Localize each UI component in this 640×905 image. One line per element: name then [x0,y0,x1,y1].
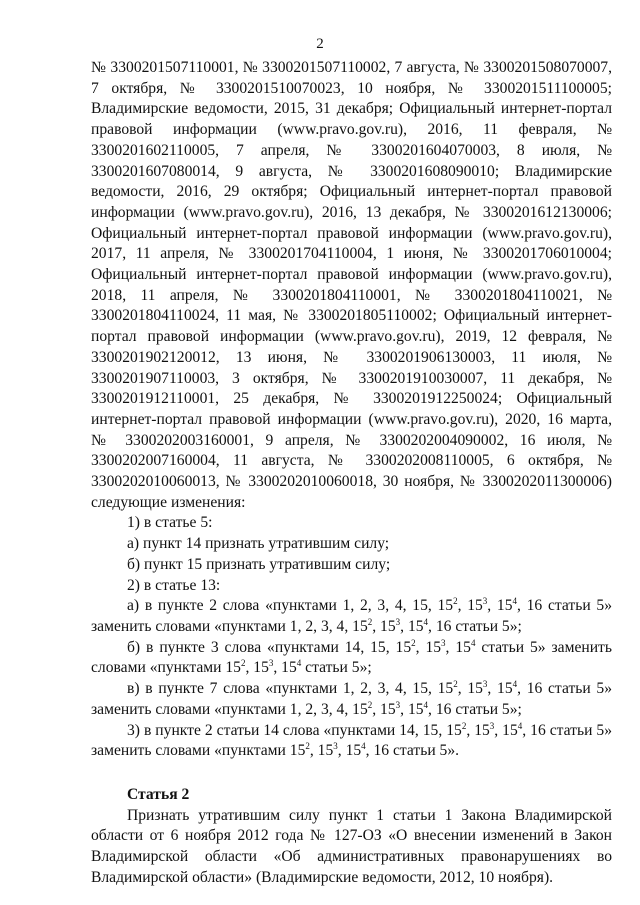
item-1b: б) пункт 15 признать утратившим силу; [127,555,391,573]
item-1: 1) в статье 5: [127,514,213,532]
article-2-heading: Статья 2 [127,785,190,803]
item-1a: а) пункт 14 признать утратившим силу; [127,535,390,553]
article-2-text: Признать утратившим силу пункт 1 статьи 1 Закона Владимирской области от 6 ноября 2012 года № 127-ОЗ «О внесении изменений в Закон Владимирской области «Об административных правонарушениях во Владимирской области» (Владимирские ведомости, 2012, 10 ноября). [91,806,612,886]
item-2: 2) в статье 13: [127,576,221,594]
document-body [91,58,612,888]
item-2c: в) в пункте 7 слова «пунктами 1, 2, 3, 4, 15, $15^2$, $15^3$, $15^4$, 16 статьи 5» заменить словами «пунктами 1, 2, 3, 4, $15^2$, $15^3$, $15^4$, 16 статьи 5»; [91,679,613,718]
amendment-intro-paragraph: № 3300201507110001, № 3300201507110002, 7 августа, № 3300201508070007, 7 октября, № 3300201510070023, 10 ноября, № 3300201511100005; Владимирские ведомости, 2015, 31 декабря; Официальный интернет-портал правовой информации (www.pravo.gov.ru), 2016, 11 февраля, № 3300201602110005, 7 апреля, № 3300201604070003, 8 июля, № 3300201607080014, 9 августа, № 3300201608090010; Владимирские ведомости, 2016, 29 октября; Официальный интернет-портал правовой информации (www.pravo.gov.ru), 2016, 13 декабря, № 3300201612130006; Официальный интернет-портал правовой информации (www.pravo.gov.ru), 2017, 11 апреля, № 3300201704110004, 1 июня, № 3300201706010004; Официальный интернет-портал правовой информации (www.pravo.gov.ru), 2018, 11 апреля, № 3300201804110001, № 3300201804110021, № 3300201804110024, 11 мая, № 3300201805110002; Официальный интернет-портал правовой информации (www.pravo.gov.ru), 2019, 12 февраля, № 3300201902120012, 13 июня, № 3300201906130003, 11 июля, № 3300201907110003, 3 октября, № 3300201910030007, 11 декабря, № 3300201912110001, 25 декабря, № 3300201912250024; Официальный интернет-портал правовой информации (www.pravo.gov.ru), 2020, 16 марта, № 3300202003160001, 9 апреля, № 3300202004090002, 16 июля, № 3300202007160004, 11 августа, № 3300202008110005, 6 октября, № 3300202010060013, № 3300202010060018, 30 ноября, № 3300202011300006) следующие изменения: [91,59,612,511]
item-2a: а) в пункте 2 слова «пунктами 1, 2, 3, 4, 15, $15^2$, $15^3$, $15^4$, 16 статьи 5» заменить словами «пунктами 1, 2, 3, 4, $15^2$, $15^3$, $15^4$, 16 статьи 5»; [91,596,612,635]
page-number: 2 [316,36,324,52]
item-2b: б) в пункте 3 слова «пунктами 14, 15, $15^2$, $15^3$, $15^4$ статьи 5» заменить словами «пунктами $15^2$, $15^3$, $15^4$ статьи 5»; [91,637,612,677]
item-3: 3) в пункте 2 статьи 14 слова «пунктами 14, 15, $15^2$, $15^3$, $15^4$, 16 статьи 5» заменить словами «пунктами $15^2$, $15^3$, $15^4$, 16 статьи 5». [91,720,613,760]
